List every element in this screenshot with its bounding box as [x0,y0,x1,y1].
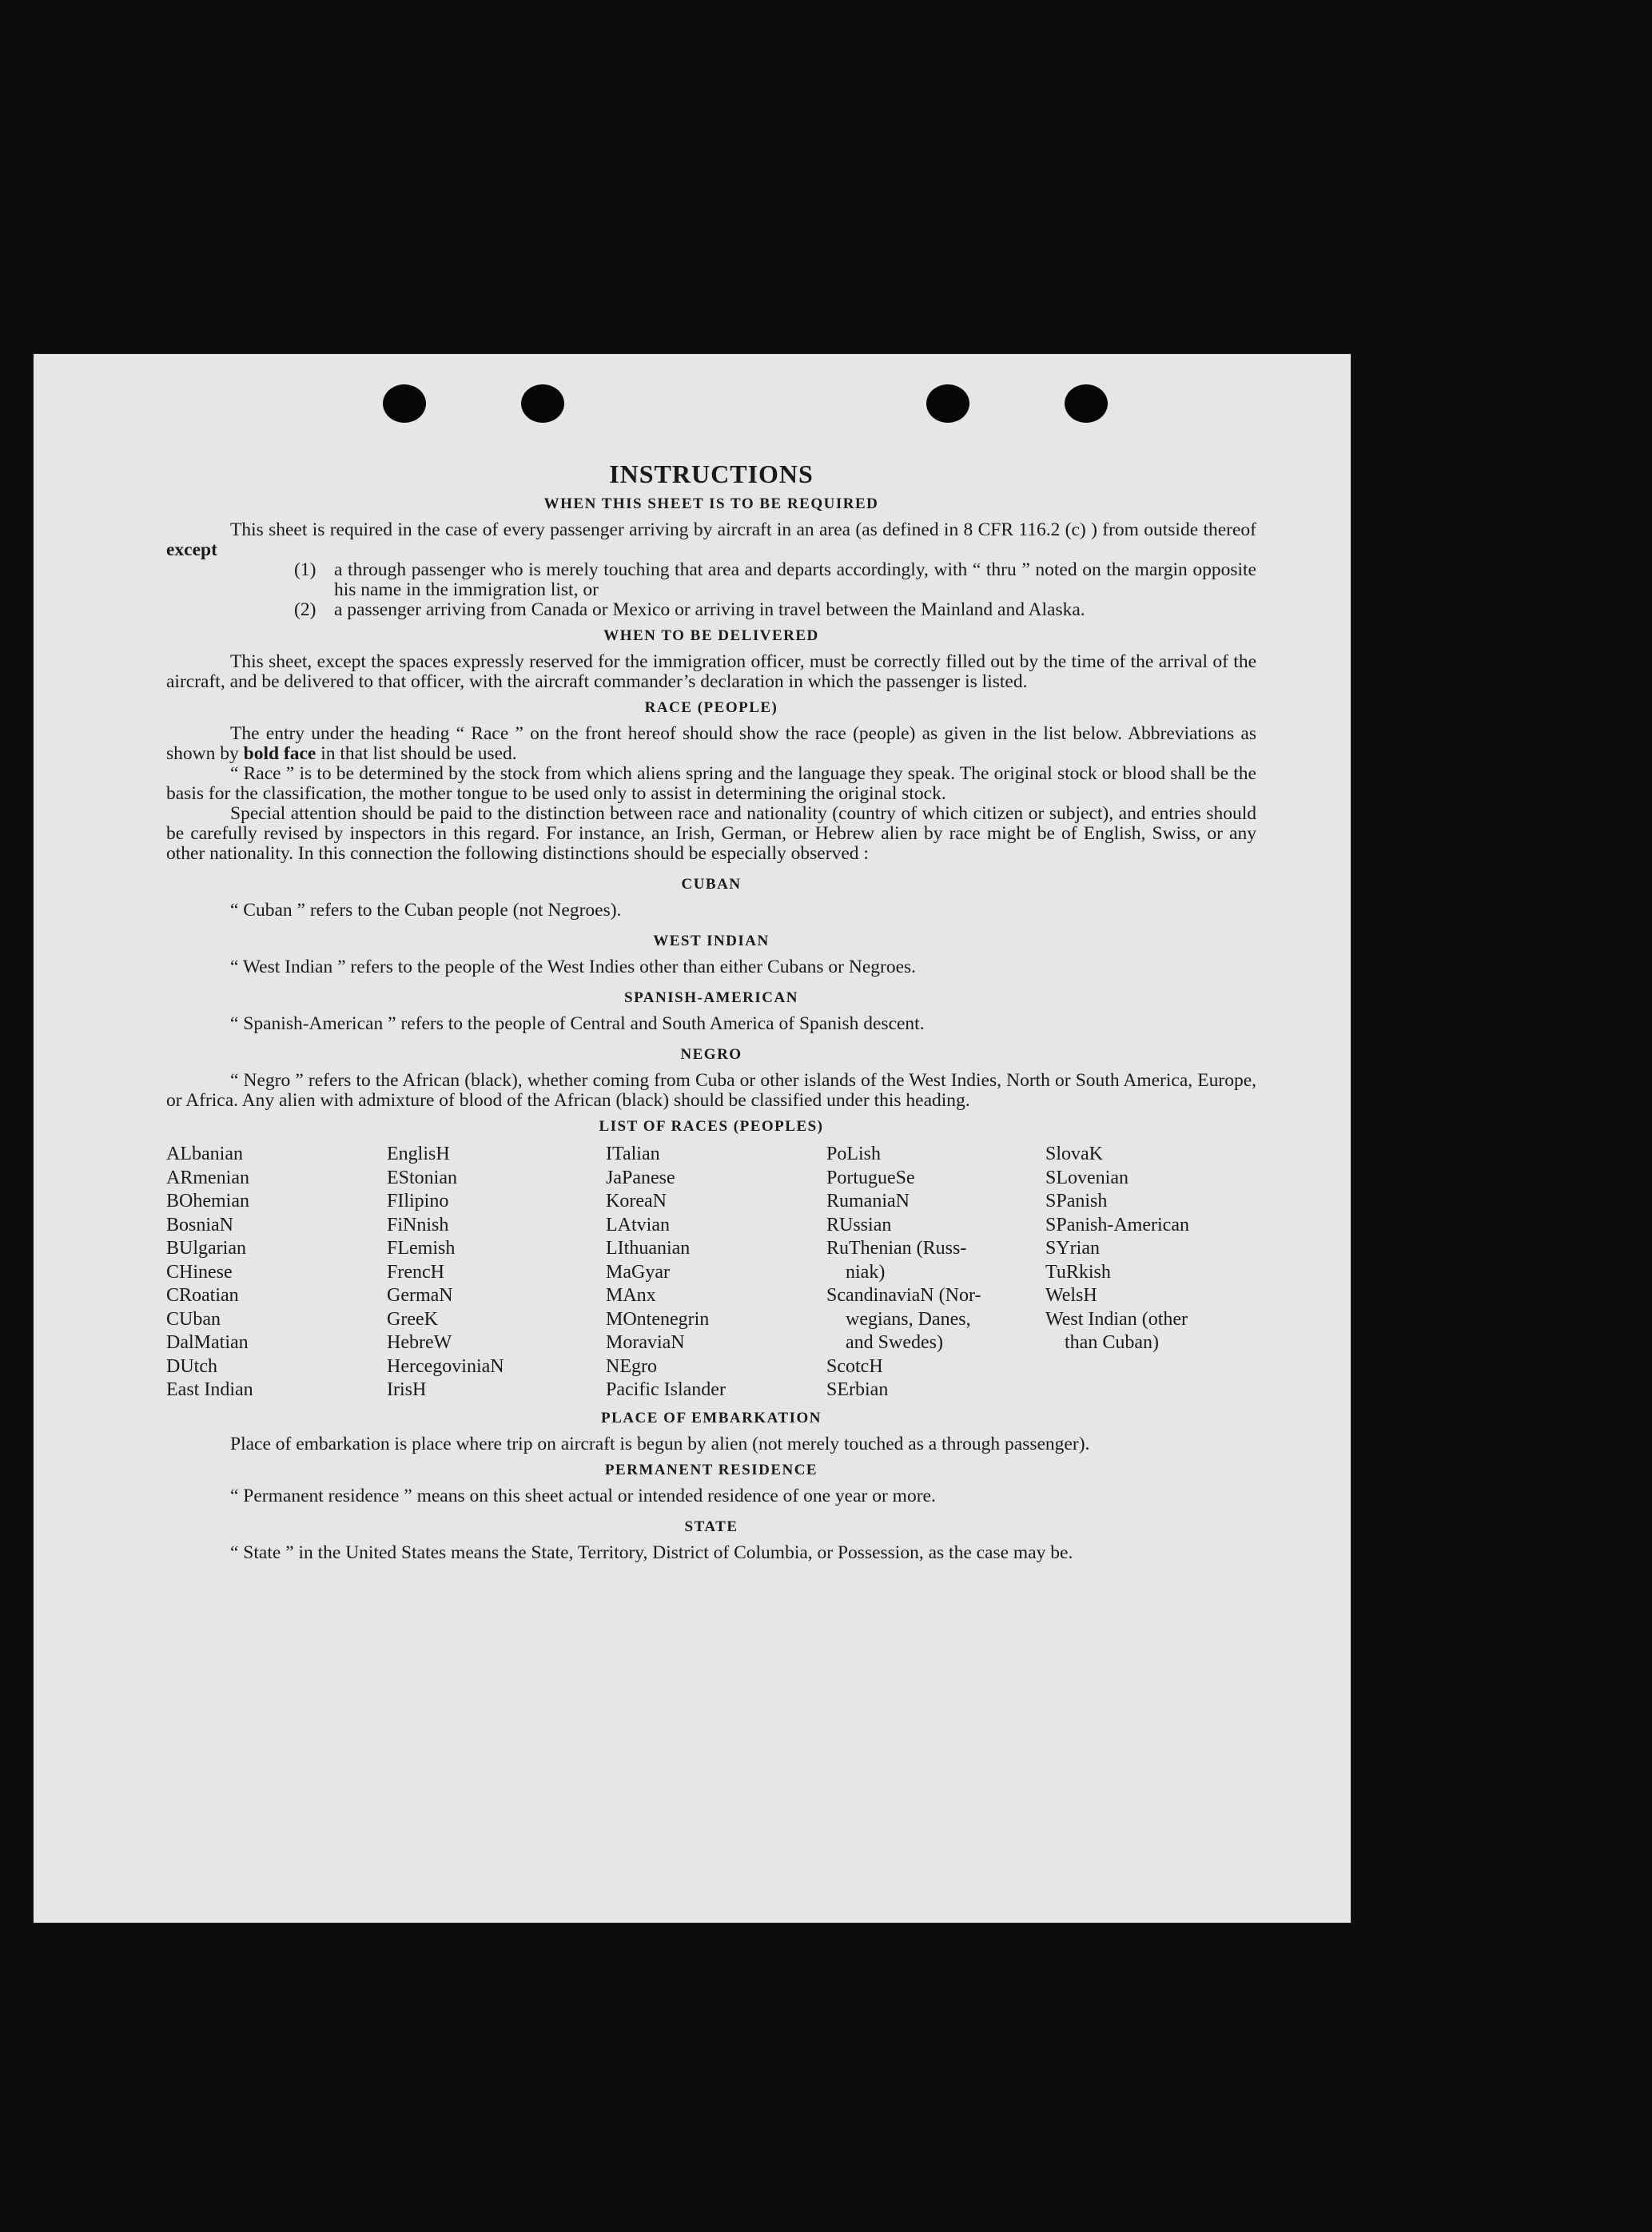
race-entry: MAnx [606,1285,656,1306]
race-entry: BosniaN [166,1214,233,1235]
race-entry: East Indian [166,1379,253,1400]
negro-text: “ Negro ” refers to the African (black), whether coming from Cuba or other islands of the West Indies, North or South America, Europe, or Africa. Any alien with admixture of blood of the African (black) should be classified under this heading. [166,1070,1256,1111]
heading-state: STATE [684,1518,738,1535]
exception-item-2: (2) a passenger arriving from Canada or Mexico or arriving in travel between the Mainland and Alaska. [294,599,1085,620]
heading-cuban: CUBAN [681,876,742,893]
spanish-american-text: “ Spanish-American ” refers to the people of Central and South America of Spanish descent. [230,1013,925,1034]
race-entry: GermaN [387,1285,453,1306]
race-paragraph-3: Special attention should be paid to the distinction between race and nationality (country of which citizen or subject), and entries should be carefully revised by inspectors in this regard. For instance, an Irish, German, or Hebrew alien by race might be of English, Swiss, or any other nationality. In this connection the following distinctions should be especially observed : [166,803,1256,864]
race-entry: PoLish [826,1144,882,1164]
race-entry: than Cuban) [1065,1332,1159,1353]
heading-list-of-races: LIST OF RACES (PEOPLES) [599,1118,824,1135]
document-title: INSTRUCTIONS [609,460,814,488]
race-entry: LAtvian [606,1214,670,1235]
heading-west-indian: WEST INDIAN [653,933,770,949]
punch-hole [926,384,969,423]
state-text: “ State ” in the United States means the State, Territory, District of Columbia, or Possession, as the case may be. [230,1542,1073,1563]
race-entry: SlovaK [1045,1144,1103,1164]
when-delivered-text: This sheet, except the spaces expressly reserved for the immigration officer, must be correctly filled out by the time of the arrival of the aircraft, and be delivered to that officer, with the aircraft commander’s declaration in which the passenger is listed. [166,651,1256,692]
heading-permanent-residence: PERMANENT RESIDENCE [604,1461,818,1478]
race-entry: SPanish [1045,1191,1108,1211]
residence-text: “ Permanent residence ” means on this sheet actual or intended residence of one year or more. [230,1485,936,1506]
cuban-text: “ Cuban ” refers to the Cuban people (not Negroes). [230,900,622,921]
race-entry: SLovenian [1045,1167,1129,1188]
race-entry: CHinese [166,1261,233,1283]
race-paragraph-1: The entry under the heading “ Race ” on the front hereof should show the race (people) as given in the list below. Abbreviations as shown by bold face in that list should be used. [166,723,1256,764]
races-column-3 [606,1143,826,1402]
races-column-2 [387,1143,606,1402]
race-entry: RuThenian (Russ- [826,1238,967,1259]
race-entry: DalMatian [166,1332,249,1353]
punch-hole [521,384,564,423]
when-required-intro: This sheet is required in the case of every passenger arriving by aircraft in an area (as defined in 8 CFR 116.2 (c) ) from outside thereof except [166,519,1256,560]
race-entry: WelsH [1045,1285,1097,1306]
race-entry: PortugueSe [826,1167,915,1188]
race-entry: Pacific Islander [606,1379,726,1400]
race-entry: CRoatian [166,1285,239,1306]
race-entry: ITalian [606,1144,660,1164]
race-entry: HebreW [387,1332,452,1353]
race-entry: FiNnish [387,1214,449,1235]
race-entry: LIthuanian [606,1238,691,1259]
race-entry: MOntenegrin [606,1308,710,1330]
race-entry: FrencH [387,1261,444,1283]
race-entry: MoraviaN [606,1332,685,1353]
west-indian-text: “ West Indian ” refers to the people of the West Indies other than either Cubans or Negroes. [230,957,917,977]
races-column-5 [1045,1143,1256,1402]
punch-hole [1065,384,1108,423]
heading-when-delivered: WHEN TO BE DELIVERED [603,627,819,644]
race-entry: RumaniaN [826,1191,910,1211]
race-entry: EStonian [387,1167,457,1188]
race-entry: SYrian [1045,1238,1100,1259]
race-entry: ALbanian [166,1144,243,1164]
race-entry: niak) [846,1261,886,1283]
race-entry: SErbian [826,1379,889,1400]
race-entry: JaPanese [606,1167,675,1188]
races-column-1 [166,1143,387,1402]
race-entry: MaGyar [606,1261,670,1283]
heading-when-required: WHEN THIS SHEET IS TO BE REQUIRED [543,495,879,512]
heading-race: RACE (PEOPLE) [644,699,778,716]
race-entry: West Indian (other [1045,1308,1188,1330]
race-entry: BUlgarian [166,1238,246,1259]
race-entry: BOhemian [166,1191,249,1211]
race-entry: SPanish-American [1045,1214,1189,1235]
instructions-content [166,460,1256,1563]
race-entry: ARmenian [166,1167,249,1188]
race-entry: IrisH [387,1379,427,1400]
race-entry: DUtch [166,1355,217,1377]
race-entry: EnglisH [387,1144,450,1164]
race-paragraph-2: “ Race ” is to be determined by the stock from which aliens spring and the language they speak. The original stock or blood shall be the basis for the classification, the mother tongue to be used only to assist in determining the original stock. [166,763,1256,804]
race-entry: NEgro [606,1355,657,1377]
heading-negro: NEGRO [680,1046,742,1063]
race-entry: and Swedes) [846,1332,943,1353]
race-entry: ScandinaviaN (Nor- [826,1285,981,1306]
race-entry: wegians, Danes, [846,1308,971,1330]
race-entry: FLemish [387,1238,456,1259]
document-sheet [34,354,1351,1923]
races-column-4 [826,1143,1045,1402]
race-entry: CUban [166,1308,221,1330]
exception-item-1: (1) a through passenger who is merely touching that area and departs accordingly, with “ thru ” noted on the margin opposite his name in the immigration list, or [294,559,1256,600]
race-entry: GreeK [387,1308,438,1330]
heading-spanish-american: SPANISH-AMERICAN [624,989,798,1006]
race-entry: KoreaN [606,1191,667,1211]
race-entry: TuRkish [1045,1261,1111,1283]
race-entry: RUssian [826,1214,892,1235]
embarkation-text: Place of embarkation is place where trip on aircraft is begun by alien (not merely touched as a through passenger). [230,1433,1090,1454]
punch-hole [383,384,426,423]
heading-place-of-embarkation: PLACE OF EMBARKATION [601,1409,822,1426]
races-list [166,1143,1256,1402]
race-entry: HercegoviniaN [387,1355,504,1377]
race-entry: FIlipino [387,1191,449,1211]
race-entry: ScotcH [826,1355,883,1377]
